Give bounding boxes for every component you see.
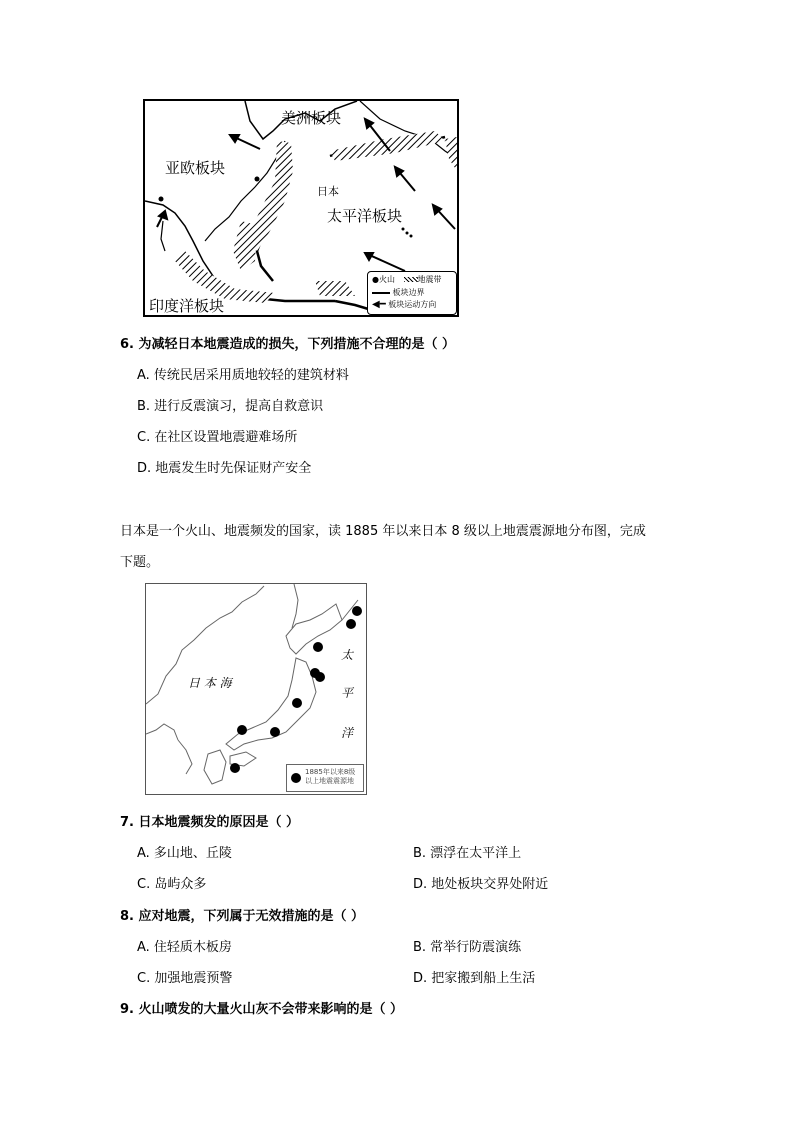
pacific-plate-label: 太平洋板块 <box>327 207 403 225</box>
japan-map-drawing <box>146 584 366 794</box>
q6-option-a: A. 传统民居采用质地较轻的建筑材料 <box>137 368 349 383</box>
volcano-dot <box>406 232 409 235</box>
quake-belt-east <box>445 137 457 171</box>
quake-epicenter <box>270 727 280 737</box>
japan-map-legend <box>286 764 364 792</box>
india-coast <box>161 221 165 251</box>
quake-epicenter <box>313 642 323 652</box>
quake-belt-legend-icon <box>404 277 418 282</box>
q7-stem: 7. 日本地震频发的原因是（ ） <box>120 815 300 830</box>
eurasia-plate-label: 亚欧板块 <box>165 159 226 177</box>
quake-epicenter <box>230 763 240 773</box>
plate-map-legend <box>367 271 457 315</box>
q6-stem: 6. 为减轻日本地震造成的损失，下列措施不合理的是（ ） <box>120 337 456 352</box>
boundary-legend-icon <box>372 292 390 294</box>
pacific-label-3: 洋 <box>341 726 354 740</box>
volcano-legend-icon: ● <box>372 275 379 284</box>
legend-volcano: 火山 <box>378 275 395 284</box>
sea-of-japan-label: 日 本 海 <box>188 676 232 690</box>
legend-boundary: 板块边界 <box>392 288 425 297</box>
indian-plate-label: 印度洋板块 <box>149 297 225 315</box>
epicenter-legend-icon <box>291 773 301 783</box>
pacific-label-2: 平 <box>341 686 354 700</box>
volcano-dot <box>402 228 405 231</box>
plate-map <box>143 99 459 317</box>
volcano-dot <box>255 177 260 182</box>
quake-epicenter <box>237 725 247 735</box>
quake-epicenter <box>346 619 356 629</box>
legend-quake-belt: 地震带 <box>417 275 442 284</box>
quake-belt-philippines <box>233 221 257 271</box>
japan-label: 日本 <box>317 185 339 198</box>
q6-option-c: C. 在社区设置地震避难场所 <box>137 430 298 445</box>
q8-stem: 8. 应对地震，下列属于无效措施的是（ ） <box>120 909 365 924</box>
q7-option-d: D. 地处板块交界处附近 <box>413 877 549 892</box>
intro-line-2: 下题。 <box>120 555 160 570</box>
coastlines <box>146 584 358 784</box>
quake-epicenter <box>315 672 325 682</box>
q7-option-c: C. 岛屿众多 <box>137 877 207 892</box>
q8-option-c: C. 加强地震预警 <box>137 971 233 986</box>
pacific-label-1: 太 <box>341 648 354 662</box>
q7-option-a: A. 多山地、丘陵 <box>137 846 232 861</box>
volcano-dot <box>159 197 164 202</box>
q8-option-a: A. 住轻质木板房 <box>137 940 232 955</box>
japan-quake-map <box>145 583 367 795</box>
q6-option-b: B. 进行反震演习，提高自救意识 <box>137 399 324 414</box>
q8-option-b: B. 常举行防震演练 <box>413 940 522 955</box>
q8-option-d: D. 把家搬到船上生活 <box>413 971 536 986</box>
intro-line-1: 日本是一个火山、地震频发的国家，读 1885 年以来日本 8 级以上地震震源地分布图，完成 <box>120 524 646 539</box>
q9-stem: 9. 火山喷发的大量火山灰不会带来影响的是（ ） <box>120 1002 404 1017</box>
quake-epicenter <box>292 698 302 708</box>
quake-belt-north <box>330 131 445 161</box>
q7-option-b: B. 漂浮在太平洋上 <box>413 846 522 861</box>
q6-option-d: D. 地震发生时先保证财产安全 <box>137 461 312 476</box>
quake-belt-south <box>315 281 355 296</box>
epicenter-legend-text: 1885年以来8级以上地震震源地 <box>305 768 356 785</box>
quake-epicenter <box>352 606 362 616</box>
volcano-dot <box>410 235 413 238</box>
america-plate-label: 美洲板块 <box>281 109 342 127</box>
legend-motion: 板块运动方向 <box>388 300 437 309</box>
arrow-legend-icon: ◀━ <box>372 299 386 310</box>
